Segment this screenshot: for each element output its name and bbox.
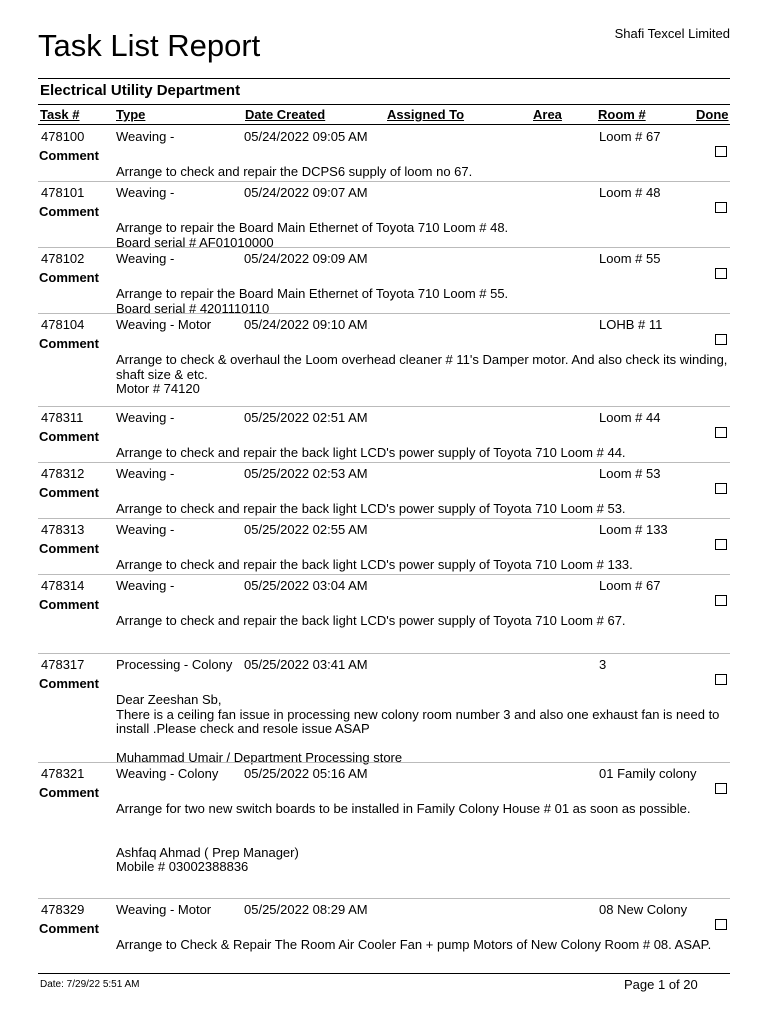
col-header-assigned-to: Assigned To — [387, 107, 465, 122]
task-comment: Arrange to check and repair the back light LCD's power supply of Toyota 710 Loom # 44. — [116, 445, 626, 460]
task-date-created: 05/25/2022 02:53 AM — [244, 466, 368, 481]
row-divider — [38, 313, 730, 314]
done-checkbox[interactable] — [715, 334, 727, 345]
task-type: Weaving - — [116, 410, 175, 425]
comment-label: Comment — [39, 785, 99, 800]
footer-page-number: Page 1 of 20 — [624, 977, 698, 992]
department-divider — [38, 104, 730, 105]
task-type: Weaving - — [116, 251, 175, 266]
row-divider — [38, 762, 730, 763]
task-date-created: 05/24/2022 09:05 AM — [244, 129, 368, 144]
comment-label: Comment — [39, 597, 99, 612]
task-comment: Arrange to check and repair the DCPS6 supply of loom no 67. — [116, 164, 473, 179]
task-number: 478311 — [41, 410, 84, 425]
done-checkbox[interactable] — [715, 202, 727, 213]
task-comment: Arrange to repair the Board Main Ethernet of Toyota 710 Loom # 55. Board serial # 4201110110 — [116, 286, 509, 316]
task-type: Processing - Colony — [116, 657, 233, 672]
task-number: 478317 — [41, 657, 85, 672]
done-checkbox[interactable] — [715, 539, 727, 550]
task-room: Loom # 67 — [599, 578, 661, 593]
task-type: Weaving - Motor — [116, 902, 212, 917]
comment-label: Comment — [39, 485, 99, 500]
task-room: 08 New Colony — [599, 902, 688, 917]
task-room: Loom # 53 — [599, 466, 661, 481]
department-heading: Electrical Utility Department — [40, 82, 241, 99]
col-header-task: Task # — [40, 107, 80, 122]
comment-label: Comment — [39, 921, 99, 936]
task-room: LOHB # 11 — [599, 317, 663, 332]
task-type: Weaving - — [116, 522, 175, 537]
task-number: 478312 — [41, 466, 85, 481]
done-checkbox[interactable] — [715, 146, 727, 157]
task-date-created: 05/25/2022 03:04 AM — [244, 578, 368, 593]
task-number: 478329 — [41, 902, 85, 917]
task-room: 3 — [599, 657, 607, 672]
task-comment: Arrange to check & overhaul the Loom overhead cleaner # 11's Damper motor. And also check its winding, shaft size & etc. Motor # 74120 — [116, 352, 728, 396]
col-header-area: Area — [533, 107, 562, 122]
task-type: Weaving - Colony — [116, 766, 219, 781]
task-number: 478321 — [41, 766, 85, 781]
row-divider — [38, 247, 730, 248]
task-room: Loom # 133 — [599, 522, 668, 537]
task-number: 478314 — [41, 578, 85, 593]
header-divider — [38, 124, 730, 125]
task-room: Loom # 48 — [599, 185, 661, 200]
task-comment: Dear Zeeshan Sb, There is a ceiling fan issue in processing new colony room number 3 and also one exhaust fan is need to install .Please check and resole issue ASAP Muhammad Umair / Department Processing store — [116, 692, 720, 765]
task-room: 01 Family colony — [599, 766, 697, 781]
task-type: Weaving - — [116, 578, 175, 593]
company-name: Shafi Texcel Limited — [614, 26, 730, 41]
task-date-created: 05/25/2022 05:16 AM — [244, 766, 368, 781]
comment-label: Comment — [39, 676, 99, 691]
col-header-room: Room # — [598, 107, 646, 122]
task-comment: Arrange for two new switch boards to be installed in Family Colony House # 01 as soon as possible. Ashfaq Ahmad ( Prep Manager) Mobile # 03002388836 — [116, 801, 691, 874]
task-type: Weaving - Motor — [116, 317, 212, 332]
comment-label: Comment — [39, 270, 99, 285]
task-number: 478313 — [41, 522, 85, 537]
comment-label: Comment — [39, 336, 99, 351]
done-checkbox[interactable] — [715, 268, 727, 279]
done-checkbox[interactable] — [715, 919, 727, 930]
done-checkbox[interactable] — [715, 483, 727, 494]
task-room: Loom # 67 — [599, 129, 661, 144]
footer-date: Date: 7/29/22 5:51 AM — [40, 979, 140, 990]
task-date-created: 05/24/2022 09:09 AM — [244, 251, 368, 266]
done-checkbox[interactable] — [715, 783, 727, 794]
task-type: Weaving - — [116, 185, 175, 200]
done-checkbox[interactable] — [715, 674, 727, 685]
done-checkbox[interactable] — [715, 595, 727, 606]
task-comment: Arrange to check and repair the back light LCD's power supply of Toyota 710 Loom # 67. — [116, 613, 626, 628]
task-room: Loom # 55 — [599, 251, 661, 266]
task-comment: Arrange to check and repair the back light LCD's power supply of Toyota 710 Loom # 53. — [116, 501, 626, 516]
task-comment: Arrange to check and repair the back light LCD's power supply of Toyota 710 Loom # 133. — [116, 557, 633, 572]
row-divider — [38, 181, 730, 182]
task-comment: Arrange to Check & Repair The Room Air Cooler Fan + pump Motors of New Colony Room # 08. ASAP. — [116, 937, 712, 952]
col-header-type: Type — [116, 107, 146, 122]
task-date-created: 05/24/2022 09:07 AM — [244, 185, 368, 200]
done-checkbox[interactable] — [715, 427, 727, 438]
task-room: Loom # 44 — [599, 410, 661, 425]
task-number: 478100 — [41, 129, 85, 144]
col-header-done: Done — [696, 107, 729, 122]
task-date-created: 05/25/2022 02:55 AM — [244, 522, 368, 537]
comment-label: Comment — [39, 541, 99, 556]
row-divider — [38, 462, 730, 463]
task-date-created: 05/25/2022 08:29 AM — [244, 902, 368, 917]
task-number: 478101 — [41, 185, 85, 200]
comment-label: Comment — [39, 148, 99, 163]
row-divider — [38, 406, 730, 407]
task-date-created: 05/24/2022 09:10 AM — [244, 317, 368, 332]
task-date-created: 05/25/2022 02:51 AM — [244, 410, 368, 425]
row-divider — [38, 518, 730, 519]
comment-label: Comment — [39, 429, 99, 444]
row-divider — [38, 653, 730, 654]
task-number: 478104 — [41, 317, 85, 332]
report-title: Task List Report — [38, 28, 261, 63]
col-header-date-created: Date Created — [245, 107, 326, 122]
task-date-created: 05/25/2022 03:41 AM — [244, 657, 368, 672]
row-divider — [38, 898, 730, 899]
task-type: Weaving - — [116, 129, 175, 144]
row-divider — [38, 574, 730, 575]
title-divider — [38, 78, 730, 79]
comment-label: Comment — [39, 204, 99, 219]
task-type: Weaving - — [116, 466, 175, 481]
footer-divider — [38, 973, 730, 974]
task-comment: Arrange to repair the Board Main Ethernet of Toyota 710 Loom # 48. Board serial # AF01010000 — [116, 220, 509, 250]
task-number: 478102 — [41, 251, 85, 266]
